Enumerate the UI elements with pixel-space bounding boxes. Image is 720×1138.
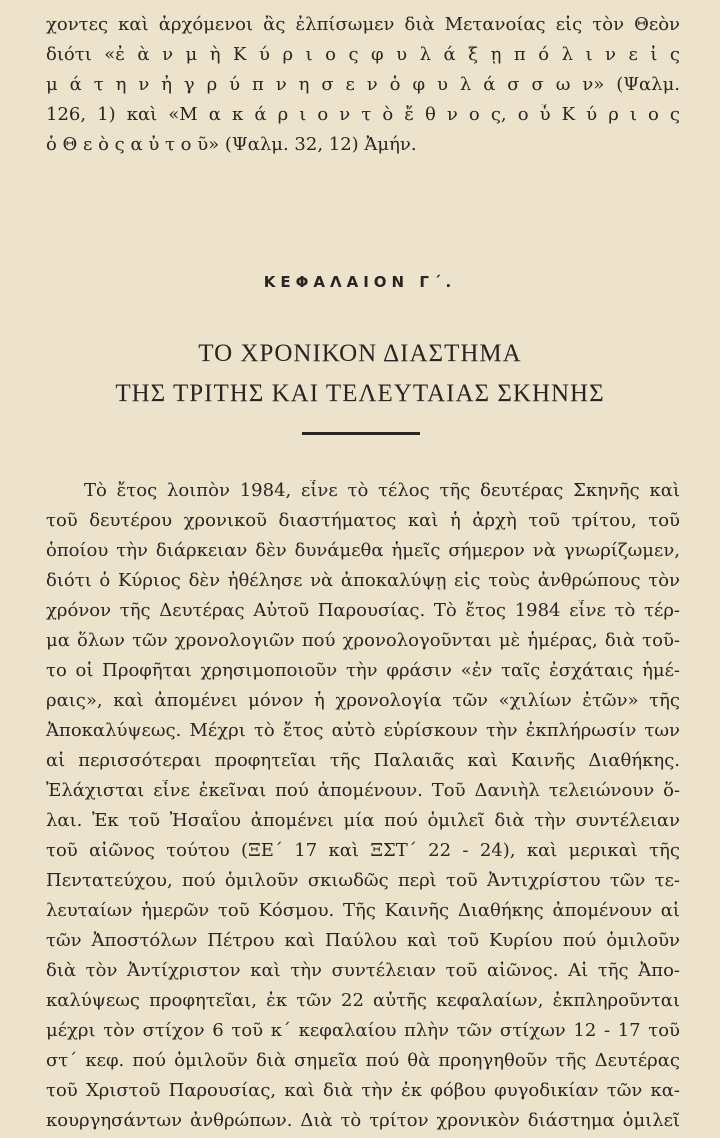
body-paragraph-line: ὁποίου τὴν διάρκειαν δὲν δυνάμεθα ἡμεῖς σήμερον νὰ γνωρίζωμεν, xyxy=(46,540,680,561)
body-paragraph-line: τοῦ δευτέρου χρονικοῦ διαστήματος καὶ ἡ ἀρχὴ τοῦ τρίτου, τοῦ xyxy=(46,510,680,531)
body-paragraph-line: μέχρι τὸν στίχον 6 τοῦ κ΄ κεφαλαίου πλὴν τῶν στίχων 12 - 17 τοῦ xyxy=(46,1020,680,1041)
body-paragraph-line: τοῦ Χριστοῦ Παρουσίας, καὶ διὰ τὴν ἐκ φόβου φυγοδικίαν τῶν κα- xyxy=(46,1080,680,1101)
chapter-heading: ΚΕΦΑΛΑΙΟΝ Γ΄. xyxy=(263,273,457,291)
body-paragraph-line: Πεντατεύχου, πού ὁμιλοῦν σκιωδῶς περὶ τοῦ Ἀντιχρίστου τῶν τε- xyxy=(46,870,680,891)
chapter-title-line: ΤΟ ΧΡΟΝΙΚΟΝ ΔΙΑΣΤΗΜΑ xyxy=(198,340,522,367)
body-paragraph-line: διότι ὁ Κύριος δὲν ἠθέλησε νὰ ἀποκαλύψῃ εἰς τοὺς ἀνθρώπους τὸν xyxy=(46,570,680,591)
body-paragraph-line: διὰ τὸν Ἀντίχριστον καὶ τὴν συντέλειαν τοῦ αἰῶνος. Αἱ τῆς Ἀπο- xyxy=(46,960,680,981)
body-paragraph-line: μα ὅλων τῶν χρονολογιῶν πού χρονολογοῦνται μὲ ἡμέρας, διὰ τοῦ- xyxy=(46,630,680,651)
body-paragraph-line: λαι. Ἐκ τοῦ Ἠσαΐου ἀπομένει μία πού ὁμιλεῖ διὰ τὴν συντέλειαν xyxy=(46,810,680,831)
top-paragraph-line: 126, 1) καὶ «Μ α κ ά ρ ι ο ν τ ὸ ἔ θ ν ο ς, ο ὗ Κ ύ ρ ι ο ς xyxy=(46,104,680,125)
body-paragraph-line: το οἱ Προφῆται χρησιμοποιοῦν τὴν φράσιν «ἐν ταῖς ἐσχάταις ἡμέ- xyxy=(46,660,680,681)
top-paragraph-line: χοντες καὶ ἀρχόμενοι ἂς ἐλπίσωμεν διὰ Μετανοίας εἰς τὸν Θεὸν xyxy=(46,14,680,35)
body-paragraph-line: κουργησάντων ἀνθρώπων. Διὰ τὸ τρίτον χρονικὸν διάστημα ὁμιλεῖ xyxy=(46,1110,680,1131)
body-paragraph-line: στ΄ κεφ. πού ὁμιλοῦν διὰ σημεῖα πού θὰ προηγηθοῦν τῆς Δευτέρας xyxy=(46,1050,680,1071)
body-paragraph-line: τῶν Ἀποστόλων Πέτρου καὶ Παύλου καὶ τοῦ Κυρίου πού ὁμιλοῦν xyxy=(46,930,680,951)
title-divider xyxy=(302,432,420,435)
top-paragraph-line: μ ά τ η ν ἠ γ ρ ύ π ν η σ ε ν ὁ φ υ λ ά σ σ ω ν» (Ψαλμ. xyxy=(46,74,680,95)
body-paragraph-line: λευταίων ἡμερῶν τοῦ Κόσμου. Τῆς Καινῆς Διαθήκης ἀπομένουν αἱ xyxy=(46,900,680,921)
body-paragraph-line: Ἐλάχισται εἶνε ἐκεῖναι πού ἀπομένουν. Τοῦ Δανιὴλ τελειώνουν ὅ- xyxy=(46,780,680,801)
chapter-title-line: ΤΗΣ ΤΡΙΤΗΣ ΚΑΙ ΤΕΛΕΥΤΑΙΑΣ ΣΚΗΝΗΣ xyxy=(115,380,605,407)
body-paragraph-line: ραις», καὶ ἀπομένει μόνον ἡ χρονολογία τῶν «χιλίων ἐτῶν» τῆς xyxy=(46,690,680,711)
body-paragraph-line: τοῦ αἰῶνος τούτου (ΞΕ΄ 17 καὶ ΞΣΤ΄ 22 - 24), καὶ μερικαὶ τῆς xyxy=(46,840,680,861)
body-paragraph-line: Ἀποκαλύψεως. Μέχρι τὸ ἔτος αὐτὸ εὑρίσκουν τὴν ἐκπλήρωσίν των xyxy=(46,720,680,741)
top-paragraph-line: διότι «ἐ ὰ ν μ ὴ Κ ύ ρ ι ο ς φ υ λ ά ξ ῃ π ό λ ι ν ε ἰ ς xyxy=(46,44,680,65)
body-paragraph-line: αἱ περισσότεραι προφητεῖαι τῆς Παλαιᾶς καὶ Καινῆς Διαθήκης. xyxy=(46,750,680,771)
body-paragraph-line: Τὸ ἔτος λοιπὸν 1984, εἶνε τὸ τέλος τῆς δευτέρας Σκηνῆς καὶ xyxy=(84,480,680,501)
body-paragraph-line: καλύψεως προφητεῖαι, ἐκ τῶν 22 αὐτῆς κεφαλαίων, ἐκπληροῦνται xyxy=(46,990,680,1011)
body-paragraph-line: χρόνον τῆς Δευτέρας Αὐτοῦ Παρουσίας. Τὸ ἔτος 1984 εἶνε τὸ τέρ- xyxy=(46,600,680,621)
top-paragraph-line: ὁ Θ ε ὸ ς α ὐ τ ο ῦ» (Ψαλμ. 32, 12) Ἀμήν. xyxy=(46,134,417,155)
